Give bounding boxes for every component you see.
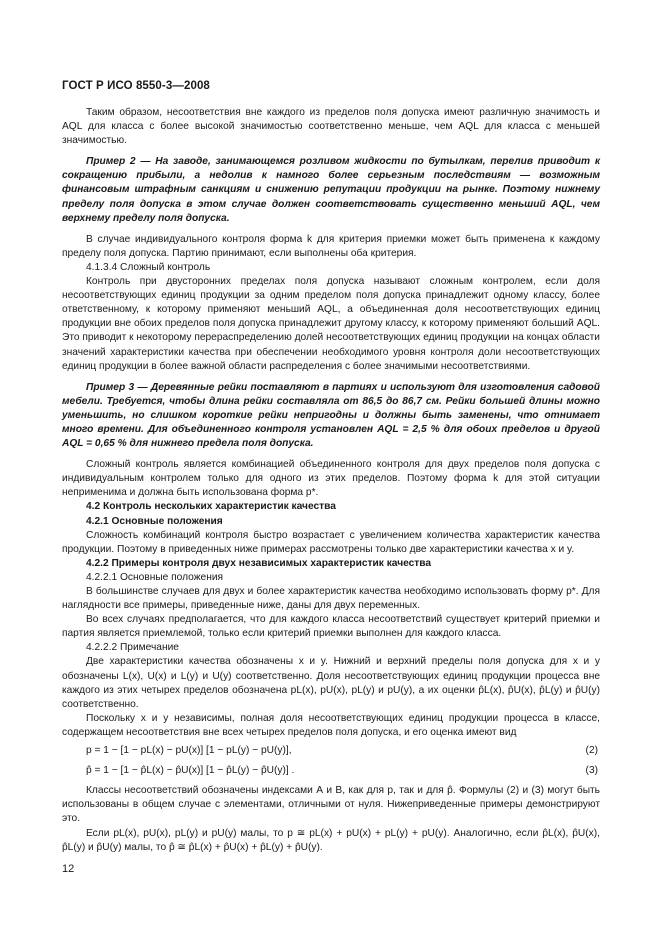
- equation-formula: p̂ = 1 − [1 − p̂L(x) − p̂U(x)] [1 − p̂L(y) − p̂U(y)] .: [86, 765, 295, 777]
- paragraph: Во всех случаях предполагается, что для каждого класса несоответствий существует критерий приемки и партия является приемлемой, только если критерий приемки выполнен для каждого класса.: [62, 614, 600, 640]
- equation-3: [62, 764, 600, 778]
- equation-number: (3): [585, 765, 598, 777]
- equation-number: (2): [585, 745, 598, 757]
- paragraph: Две характеристики качества обозначены x и y. Нижний и верхний пределы поля допуска для x и y обозначены L(x), U(x) и L(y) и U(y) соответственно. Доля несоответствующих единиц продукции процесса вне каждого из этих четырех пределов обозначена pL(x), pU(x), pL(y) и pU(y), а их оценки p̂L(x), p̂U(x), p̂L(y) и p̂U(y) соответственно.: [62, 656, 600, 710]
- paragraph: Если pL(x), pU(x), pL(y) и pU(y) малы, то p ≅ pL(x) + pU(x) + pL(y) + pU(y). Аналогично, если p̂L(x), p̂U(x), p̂L(y) и p̂U(y) малы, то p̂ ≅ p̂L(x) + p̂U(x) + p̂L(y) + p̂U(y).: [62, 827, 600, 853]
- page-number: 12: [62, 863, 75, 875]
- subsection-heading: 4.2.2.1 Основные положения: [86, 571, 224, 583]
- section-heading: 4.2 Контроль нескольких характеристик качества: [86, 501, 336, 513]
- example-3: Пример 3 — Деревянные рейки поставляют в партиях и используют для изготовления садовой мебели. Требуется, чтобы длина рейки составляла от 86,5 до 86,7 см. Рейки большей длины можно уменьшить, но слишком короткие рейки непригодны и должны быть заменены, что отнимает много времени. Для объединенного контроля установлен AQL = 2,5 % для обоих пределов и другой AQL = 0,65 % для нижнего предела поля допуска.: [62, 381, 600, 450]
- example-2: Пример 2 — На заводе, занимающемся розливом жидкости по бутылкам, перелив приводит к сокращению прибыли, а недолив к намного более серьезным последствиям — возможным финансовым штрафным санкциям и снижению репутации продукции на рынке. Поэтому нижнему пределу поля допуска в этом случае должен соответствовать существенно меньший AQL, чем верхнему пределу поля допуска.: [62, 156, 600, 224]
- paragraph: Поскольку x и y независимы, полная доля несоответствующих единиц продукции процесса в классе, содержащем несоответствия вне всех четырех пределов поля допуска, и его оценка имеют вид: [62, 712, 600, 738]
- section-heading: 4.2.2 Примеры контроля двух независимых характеристик качества: [86, 557, 432, 569]
- paragraph: В большинстве случаев для двух и более характеристик качества необходимо использовать форму p*. Для наглядности все примеры, приведенные ниже, даны для двух переменных.: [62, 586, 600, 612]
- paragraph: В случае индивидуального контроля форма k для критерия приемки может быть применена к каждому пределу поля допуска. Партию принимают, если выполнены оба критерия.: [62, 233, 600, 259]
- paragraph: Классы несоответствий обозначены индексами А и В, как для p, так и для p̂. Формулы (2) и (3) могут быть использованы в общем случае с элементами, отличными от нуля. Нижеприведенные примеры демонстрируют это.: [62, 785, 600, 825]
- section-heading: 4.2.1 Основные положения: [86, 515, 223, 527]
- equation-2: [62, 744, 600, 758]
- document-header: ГОСТ Р ИСО 8550-3—2008: [62, 80, 210, 92]
- paragraph: Сложный контроль является комбинацией объединенного контроля для двух пределов поля допуска с индивидуальным контролем только для одного из этих пределов. Поэтому форма k для этой ситуации неприменима и должна быть использована форма p*.: [62, 459, 600, 499]
- subsection-heading: 4.2.2.2 Примечание: [86, 642, 179, 654]
- paragraph: Сложность комбинаций контроля быстро возрастает с увеличением количества характеристик качества продукции. Поэтому в приведенных ниже примерах рассмотрены только две характеристики качества x и y.: [62, 529, 600, 555]
- document-body: [62, 106, 600, 855]
- subsection-heading: 4.1.3.4 Сложный контроль: [86, 261, 211, 273]
- equation-formula: p = 1 − [1 − pL(x) − pU(x)] [1 − pL(y) − pU(y)],: [86, 745, 292, 757]
- paragraph: Контроль при двусторонних пределах поля допуска называют сложным контролем, если доля несоответствующих единиц продукции за одним пределом поля допуска принадлежит одному классу, более ответственному, к которому применяют меньший AQL, а объединенная доля несоответствующих единиц продукции вне обоих пределов поля допуска принадлежит другому классу, к которому применяют больший AQL. Это приводит к некоторому перераспределению долей несоответствующих единиц продукции на концах области значений характеристики качества при обеспечении необходимого уровня контроля доли несоответствующих единиц продукции в более важной области распределения с более значимыми несоответствиями.: [62, 276, 600, 372]
- paragraph: Таким образом, несоответствия вне каждого из пределов поля допуска имеют различную значимость и AQL для класса с более высокой значимостью соответственно меньше, чем AQL для класса с меньшей значимостью.: [62, 107, 600, 147]
